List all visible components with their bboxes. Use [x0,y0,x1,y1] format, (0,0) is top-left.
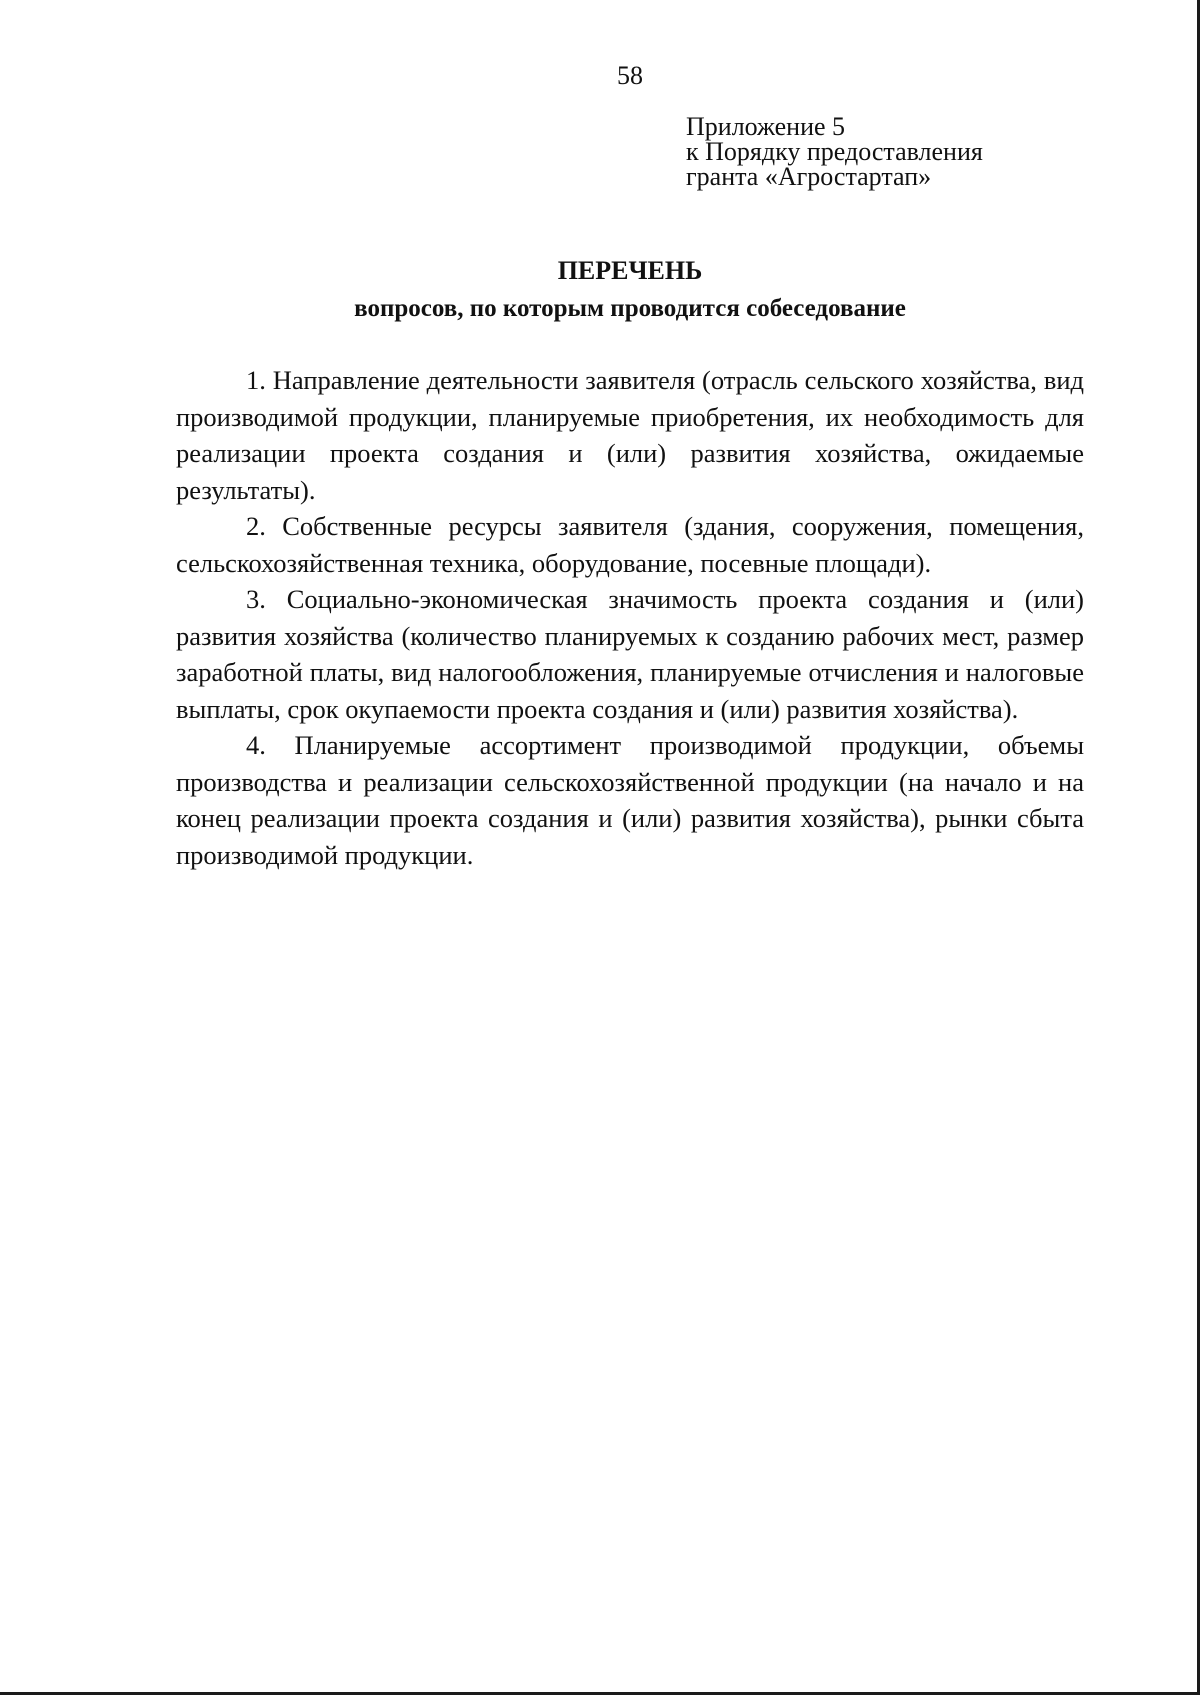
appendix-note [686,114,983,189]
document-body [176,362,1084,873]
appendix-line-1: Приложение 5 [686,112,846,141]
list-item-4: 4. Планируемые ассортимент производимой продукции, объемы производства и реализации сельскохозяйственной продукции (на начало и на конец реализации проекта создания и (или) развития хозяйства), рынки сбыта производимой продукции. [176,730,1084,870]
document-subtitle: вопросов, по которым проводится собеседование [354,295,906,322]
appendix-line-2: к Порядку предоставления [686,137,983,166]
page-number: 58 [617,61,643,90]
list-item-3: 3. Социально-экономическая значимость проекта создания и (или) развития хозяйства (количество планируемых к созданию рабочих мест, размер заработной платы, вид налогообложения, планируемые отчисления и налоговые выплаты, срок окупаемости проекта создания и (или) развития хозяйства). [176,584,1084,724]
list-item-1: 1. Направление деятельности заявителя (отрасль сельского хозяйства, вид производимой продукции, планируемые приобретения, их необходимость для реализации проекта создания и (или) развития хозяйства, ожидаемые результаты). [176,365,1084,505]
appendix-line-3: гранта «Агростартап» [686,162,932,191]
document-title: ПЕРЕЧЕНЬ [557,256,703,285]
list-item-2: 2. Собственные ресурсы заявителя (здания, сооружения, помещения, сельскохозяйственная техника, оборудование, посевные площади). [176,511,1084,578]
